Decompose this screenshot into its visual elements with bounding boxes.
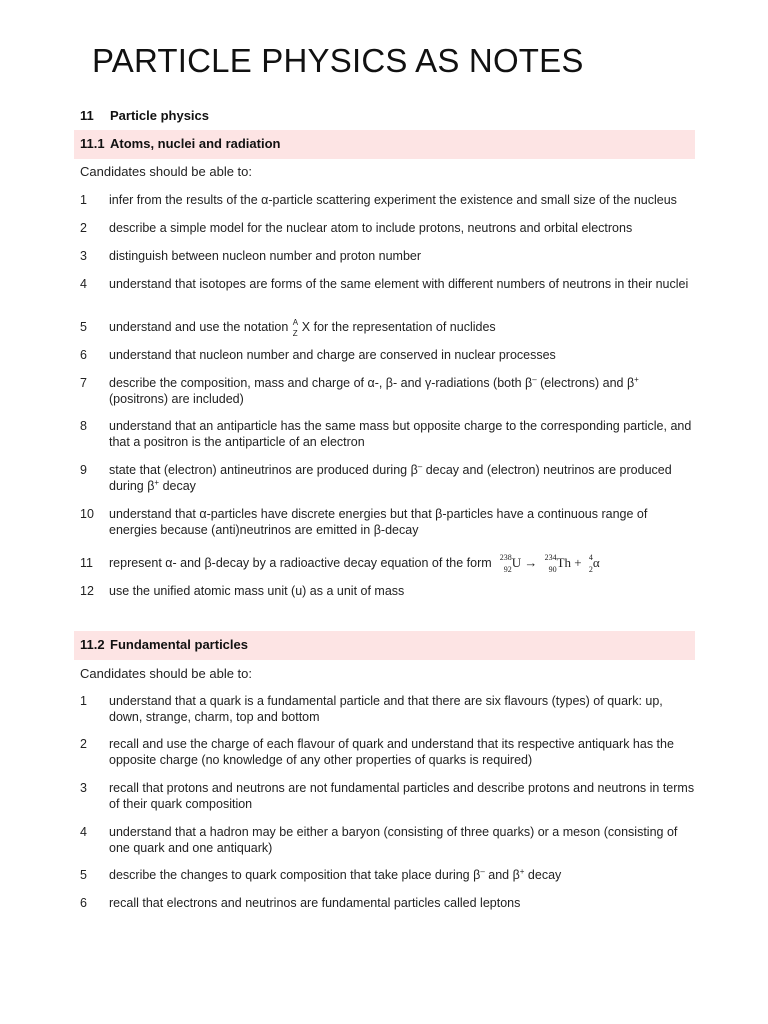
item-text [109,318,695,338]
superscript: – [480,866,485,876]
item-text-part: state that (electron) antineutrinos are produced during β [109,463,418,477]
item-text-part: decay and (electron) neutrinos are produced during β [109,463,672,493]
atomic-number: 90 [548,565,557,574]
mass-number: 238 [499,553,512,562]
item-text-part: decay [524,868,562,882]
plus-sign: + [574,555,582,570]
item-text: recall that electrons and neutrinos are fundamental particles called leptons [109,896,521,910]
item-text: understand that nucleon number and charge are conserved in nuclear processes [109,348,556,362]
item-number: 3 [80,781,87,795]
item-text-part: describe the composition, mass and charge of α-, β- and γ-radiations (both β [109,376,533,390]
arrow: → [524,555,538,570]
topic-heading [80,108,209,123]
mass-number: 234 [544,553,557,562]
proton-number: Z [292,329,298,338]
item-number: 1 [80,193,87,207]
item-text [109,462,695,494]
section-intro: Candidates should be able to: [80,164,253,179]
nuclide-symbol: X [301,320,311,334]
nucleon-number: A [292,318,299,327]
atomic-number: 2 [588,565,593,574]
item-number: 8 [80,419,87,433]
item-text: understand that a hadron may be either a baryon (consisting of three quarks) or a meson (consisting of one quark and one antiquark) [109,825,678,855]
item-text-part: (electrons) and β [536,376,635,390]
item-text-part: (positrons) are included) [109,392,244,406]
item-number: 2 [80,221,87,235]
section-label: Atoms, nuclei and radiation [110,136,281,151]
item-text: recall that protons and neutrons are not fundamental particles and describe protons and neutrons in terms of their quark composition [109,781,695,811]
item-number: 11 [80,556,93,570]
item-text [109,867,695,883]
item-text: recall and use the charge of each flavour of quark and understand that its respective antiquark has the opposite charge (no knowledge of any other properties of quarks is required) [109,737,674,767]
item-text-part: represent α- and β-decay by a radioactive decay equation of the form [109,556,492,570]
superscript: – [417,461,423,471]
superscript: + [154,477,160,487]
isotope-index [585,553,593,574]
item-number: 10 [80,507,94,521]
nuclide-notation [292,318,302,338]
item-text-part: for the representation of nuclides [310,320,496,334]
topic-number: 11 [80,108,94,123]
superscript: + [634,374,639,384]
item-text: understand that isotopes are forms of the same element with different numbers of neutrons in their nuclei [109,277,689,291]
item-text-part: describe the changes to quark composition that take place during β [109,868,481,882]
section-bar-atoms [74,130,695,159]
item-text: understand that α-particles have discrete energies but that β-particles have a continuous range of energies because (anti)neutrinos are emitted in β-decay [109,507,648,537]
section-number: 11.2 [80,637,105,652]
item-text: understand that a quark is a fundamental particle and that there are six flavours (types) of quark: up, down, strange, charm, top and bottom [109,694,663,724]
superscript: – [532,374,537,384]
item-number: 7 [80,376,87,390]
section-label: Fundamental particles [110,637,248,652]
element-symbol: U [511,555,522,570]
document-title: PARTICLE PHYSICS AS NOTES [92,42,584,79]
item-number: 4 [80,277,87,291]
item-text [109,553,695,574]
topic-label: Particle physics [110,108,209,123]
section-intro: Candidates should be able to: [80,666,253,681]
decay-equation [496,553,600,574]
element-symbol: Th [556,555,572,570]
isotope-index [496,553,512,574]
mass-number: 4 [588,553,593,562]
item-number: 6 [80,348,87,362]
item-number: 2 [80,737,87,751]
isotope-index [541,553,557,574]
item-text: understand that an antiparticle has the same mass but opposite charge to the corresponding particle, and that a positron is the antiparticle of an electron [109,419,692,449]
item-text: infer from the results of the α-particle scattering experiment the existence and small size of the nucleus [109,193,677,207]
item-text-part: decay [159,479,196,493]
item-text-part: understand and use the notation [109,320,292,334]
item-text-part: and β [484,868,520,882]
item-text: distinguish between nucleon number and proton number [109,249,422,263]
atomic-number: 92 [503,565,512,574]
item-number: 9 [80,463,87,477]
superscript: + [519,866,525,876]
section-bar-fundamental [74,631,695,660]
item-text: describe a simple model for the nuclear atom to include protons, neutrons and orbital electrons [109,221,633,235]
item-number: 12 [80,584,94,598]
item-number: 3 [80,249,87,263]
item-number: 4 [80,825,87,839]
section-number: 11.1 [80,136,105,151]
item-number: 5 [80,868,87,882]
item-text [109,375,695,407]
item-text: use the unified atomic mass unit (u) as a unit of mass [109,584,405,598]
element-symbol: α [592,555,600,570]
item-number: 5 [80,320,87,334]
item-number: 1 [80,694,87,708]
item-number: 6 [80,896,87,910]
